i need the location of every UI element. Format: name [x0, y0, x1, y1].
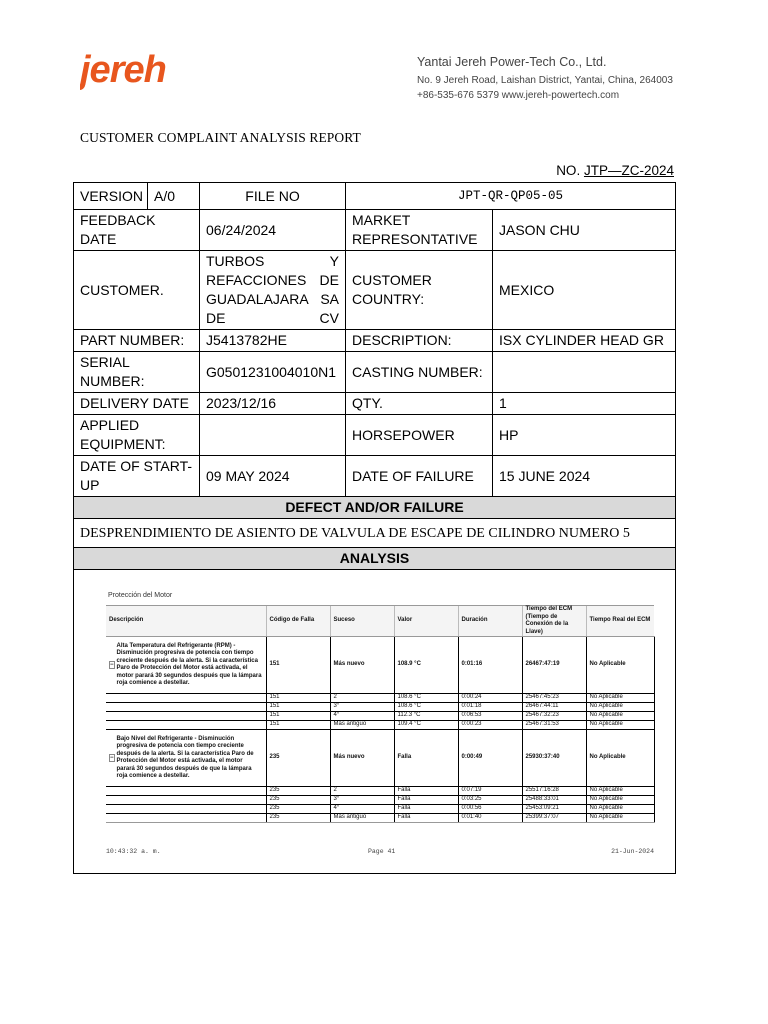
table-cell: Falla	[394, 805, 458, 814]
table-cell: Más nuevo	[330, 730, 394, 787]
table-cell: 0:00:49	[458, 730, 522, 787]
table-cell: 0:01:40	[458, 814, 522, 823]
part-row	[74, 330, 676, 352]
market-rep-value: JASON CHU	[493, 210, 676, 251]
analysis-heading-row	[74, 548, 676, 570]
table-cell: 0:00:23	[458, 721, 522, 730]
table-cell: 235	[266, 730, 330, 787]
customer-country-label: CUSTOMER COUNTRY:	[346, 251, 493, 330]
analysis-heading: ANALYSIS	[74, 548, 676, 570]
table-cell: 25453:09:21	[522, 805, 586, 814]
table-cell: 25930:37:40	[522, 730, 586, 787]
table-cell: 151	[266, 721, 330, 730]
date-failure-value: 15 JUNE 2024	[493, 456, 676, 497]
table-cell: 151	[266, 712, 330, 721]
col-header: Suceso	[330, 606, 394, 637]
version-label: VERSION	[74, 183, 148, 210]
table-row	[106, 703, 654, 712]
table-cell: 26467:47:19	[522, 637, 586, 694]
defect-text: DESPRENDIMIENTO DE ASIENTO DE VALVULA DE ESCAPE DE CILINDRO NUMERO 5	[74, 519, 676, 548]
qty-value: 1	[493, 393, 676, 415]
table-cell: 0:00:56	[458, 805, 522, 814]
table-cell: 0:00:24	[458, 694, 522, 703]
description-value: ISX CYLINDER HEAD GR	[493, 330, 676, 352]
ecm-fault-table	[106, 605, 655, 823]
table-cell: Falla	[394, 796, 458, 805]
table-cell: 4°	[330, 712, 394, 721]
customer-row	[74, 251, 676, 330]
table-cell: 0:01:16	[458, 637, 522, 694]
table-cell: 235	[266, 814, 330, 823]
col-header: Descripción	[106, 606, 266, 637]
report-title: CUSTOMER COMPLAINT ANALYSIS REPORT	[80, 130, 361, 145]
table-cell: No Aplicable	[586, 796, 654, 805]
table-cell: 2	[330, 694, 394, 703]
col-header: Duración	[458, 606, 522, 637]
table-cell: 108.9 °C	[394, 637, 458, 694]
table-row	[106, 814, 654, 823]
table-cell: 25467:31:53	[522, 721, 586, 730]
applied-equipment-value	[200, 415, 346, 456]
complaint-table	[73, 182, 676, 874]
table-cell: Falla	[394, 814, 458, 823]
feedback-date-label: FEEDBACK DATE	[74, 210, 200, 251]
print-date: 21-Jun-2024	[611, 848, 654, 855]
analysis-title: Protección del Motor	[108, 592, 173, 599]
serial-row	[74, 352, 676, 393]
table-cell: No Aplicable	[586, 787, 654, 796]
col-header: Código de Falla	[266, 606, 330, 637]
table-cell: 0:06:53	[458, 712, 522, 721]
table-cell: 0:07:19	[458, 787, 522, 796]
qty-label: QTY.	[346, 393, 493, 415]
analysis-screenshot	[106, 586, 654, 856]
svg-text:jereh: jereh	[80, 50, 166, 90]
table-cell: 112.3 °C	[394, 712, 458, 721]
customer-label: CUSTOMER.	[74, 251, 200, 330]
casting-number-label: CASTING NUMBER:	[346, 352, 493, 393]
table-cell: Más nuevo	[330, 637, 394, 694]
print-time: 10:43:32 a. m.	[106, 848, 161, 855]
applied-equipment-label: APPLIED EQUIPMENT:	[74, 415, 200, 456]
table-cell: 151	[266, 703, 330, 712]
fault-group-row	[106, 730, 654, 787]
defect-heading-row	[74, 497, 676, 519]
table-row	[106, 721, 654, 730]
table-cell: 2	[330, 787, 394, 796]
company-info	[417, 55, 673, 103]
market-rep-label: MARKET REPRESONTATIVE	[346, 210, 493, 251]
table-cell: 25517:16:28	[522, 787, 586, 796]
fault-group-row	[106, 637, 654, 694]
table-cell: 108.6 °C	[394, 694, 458, 703]
table-cell: No Aplicable	[586, 721, 654, 730]
table-cell: 25399:37:07	[522, 814, 586, 823]
table-cell: Falla	[394, 787, 458, 796]
fault-description: − Bajo Nivel del Refrigerante - Disminución progresiva de potencia con tiempo creciente después de la alerta. Si la característica Paro de Protección del Motor está activada, el motor parará 30 segundos después de que la lámpara roja comience a destellar.	[106, 730, 266, 787]
file-no-value: JPT-QR-QP05-05	[346, 183, 676, 210]
table-cell: Más antiguo	[330, 721, 394, 730]
table-cell: 4°	[330, 805, 394, 814]
company-name: Yantai Jereh Power-Tech Co., Ltd.	[417, 55, 607, 69]
analysis-row	[74, 570, 676, 874]
report-number	[556, 163, 674, 178]
date-failure-label: DATE OF FAILURE	[346, 456, 493, 497]
table-cell: No Aplicable	[586, 814, 654, 823]
date-startup-label: DATE OF START-UP	[74, 456, 200, 497]
date-startup-value: 09 MAY 2024	[200, 456, 346, 497]
col-header: Tiempo del ECM (Tiempo de Conexión de la Llave)	[522, 606, 586, 637]
table-cell: 151	[266, 694, 330, 703]
table-cell: 151	[266, 637, 330, 694]
delivery-date-label: DELIVERY DATE	[74, 393, 200, 415]
company-contact: +86-535-676 5379 www.jereh-powertech.com	[417, 90, 620, 101]
casting-number-value	[493, 352, 676, 393]
table-row	[106, 796, 654, 805]
table-row	[106, 787, 654, 796]
collapse-icon[interactable]: −	[110, 755, 114, 761]
table-cell: No Aplicable	[586, 805, 654, 814]
report-number-label: NO.	[556, 163, 581, 178]
table-cell: No Aplicable	[586, 637, 654, 694]
jereh-logo	[80, 50, 220, 90]
file-no-label: FILE NO	[200, 183, 346, 210]
defect-row	[74, 519, 676, 548]
horsepower-label: HORSEPOWER	[346, 415, 493, 456]
table-cell: 25467:45:23	[522, 694, 586, 703]
version-row	[74, 183, 676, 210]
table-cell: 109.4 °C	[394, 721, 458, 730]
report-number-value: JTP—ZC-2024	[583, 163, 674, 178]
col-header: Tiempo Real del ECM	[586, 606, 654, 637]
analysis-cell	[74, 570, 676, 874]
table-cell: 3°	[330, 703, 394, 712]
part-number-value: J5413782HE	[200, 330, 346, 352]
table-cell: 25467:32:23	[522, 712, 586, 721]
feedback-date-value: 06/24/2024	[200, 210, 346, 251]
dates-row	[74, 456, 676, 497]
part-number-label: PART NUMBER:	[74, 330, 200, 352]
defect-heading: DEFECT AND/OR FAILURE	[74, 497, 676, 519]
table-cell: No Aplicable	[586, 694, 654, 703]
description-label: DESCRIPTION:	[346, 330, 493, 352]
table-row	[106, 694, 654, 703]
table-cell: 3°	[330, 796, 394, 805]
table-cell: 235	[266, 805, 330, 814]
table-cell: 235	[266, 787, 330, 796]
company-address: No. 9 Jereh Road, Laishan District, Yantai, China, 264003	[417, 75, 673, 86]
customer-country-value: MEXICO	[493, 251, 676, 330]
table-row	[106, 805, 654, 814]
table-cell: 25488:33:01	[522, 796, 586, 805]
table-cell: 0:01:18	[458, 703, 522, 712]
horsepower-value: HP	[493, 415, 676, 456]
ecm-header-row	[106, 606, 654, 637]
table-cell: Más antiguo	[330, 814, 394, 823]
fault-description: − Alta Temperatura del Refrigerante (RPM) - Disminución progresiva de potencia con tiempo creciente después de la alerta. Si la característica Paro de Protección del Motor está activada, el motor parará 30 segundos después que la lámpara roja comience a destellar.	[106, 637, 266, 694]
delivery-date-value: 2023/12/16	[200, 393, 346, 415]
table-cell: No Aplicable	[586, 703, 654, 712]
equipment-row	[74, 415, 676, 456]
table-cell: 235	[266, 796, 330, 805]
delivery-row	[74, 393, 676, 415]
version-value: A/0	[148, 183, 200, 210]
serial-number-value: G0501231004010N1	[200, 352, 346, 393]
table-cell: 108.6 °C	[394, 703, 458, 712]
customer-value: TURBOS Y REFACCIONES DE GUADALAJARA SA DE CV	[200, 251, 346, 330]
feedback-row	[74, 210, 676, 251]
table-cell: 0:03:25	[458, 796, 522, 805]
page-number: Page 41	[368, 848, 396, 855]
table-cell: 26467:44:11	[522, 703, 586, 712]
col-header: Valor	[394, 606, 458, 637]
table-cell: No Aplicable	[586, 730, 654, 787]
serial-number-label: SERIAL NUMBER:	[74, 352, 200, 393]
table-row	[106, 712, 654, 721]
table-cell: Falla	[394, 730, 458, 787]
collapse-icon[interactable]: −	[110, 662, 114, 668]
table-cell: No Aplicable	[586, 712, 654, 721]
